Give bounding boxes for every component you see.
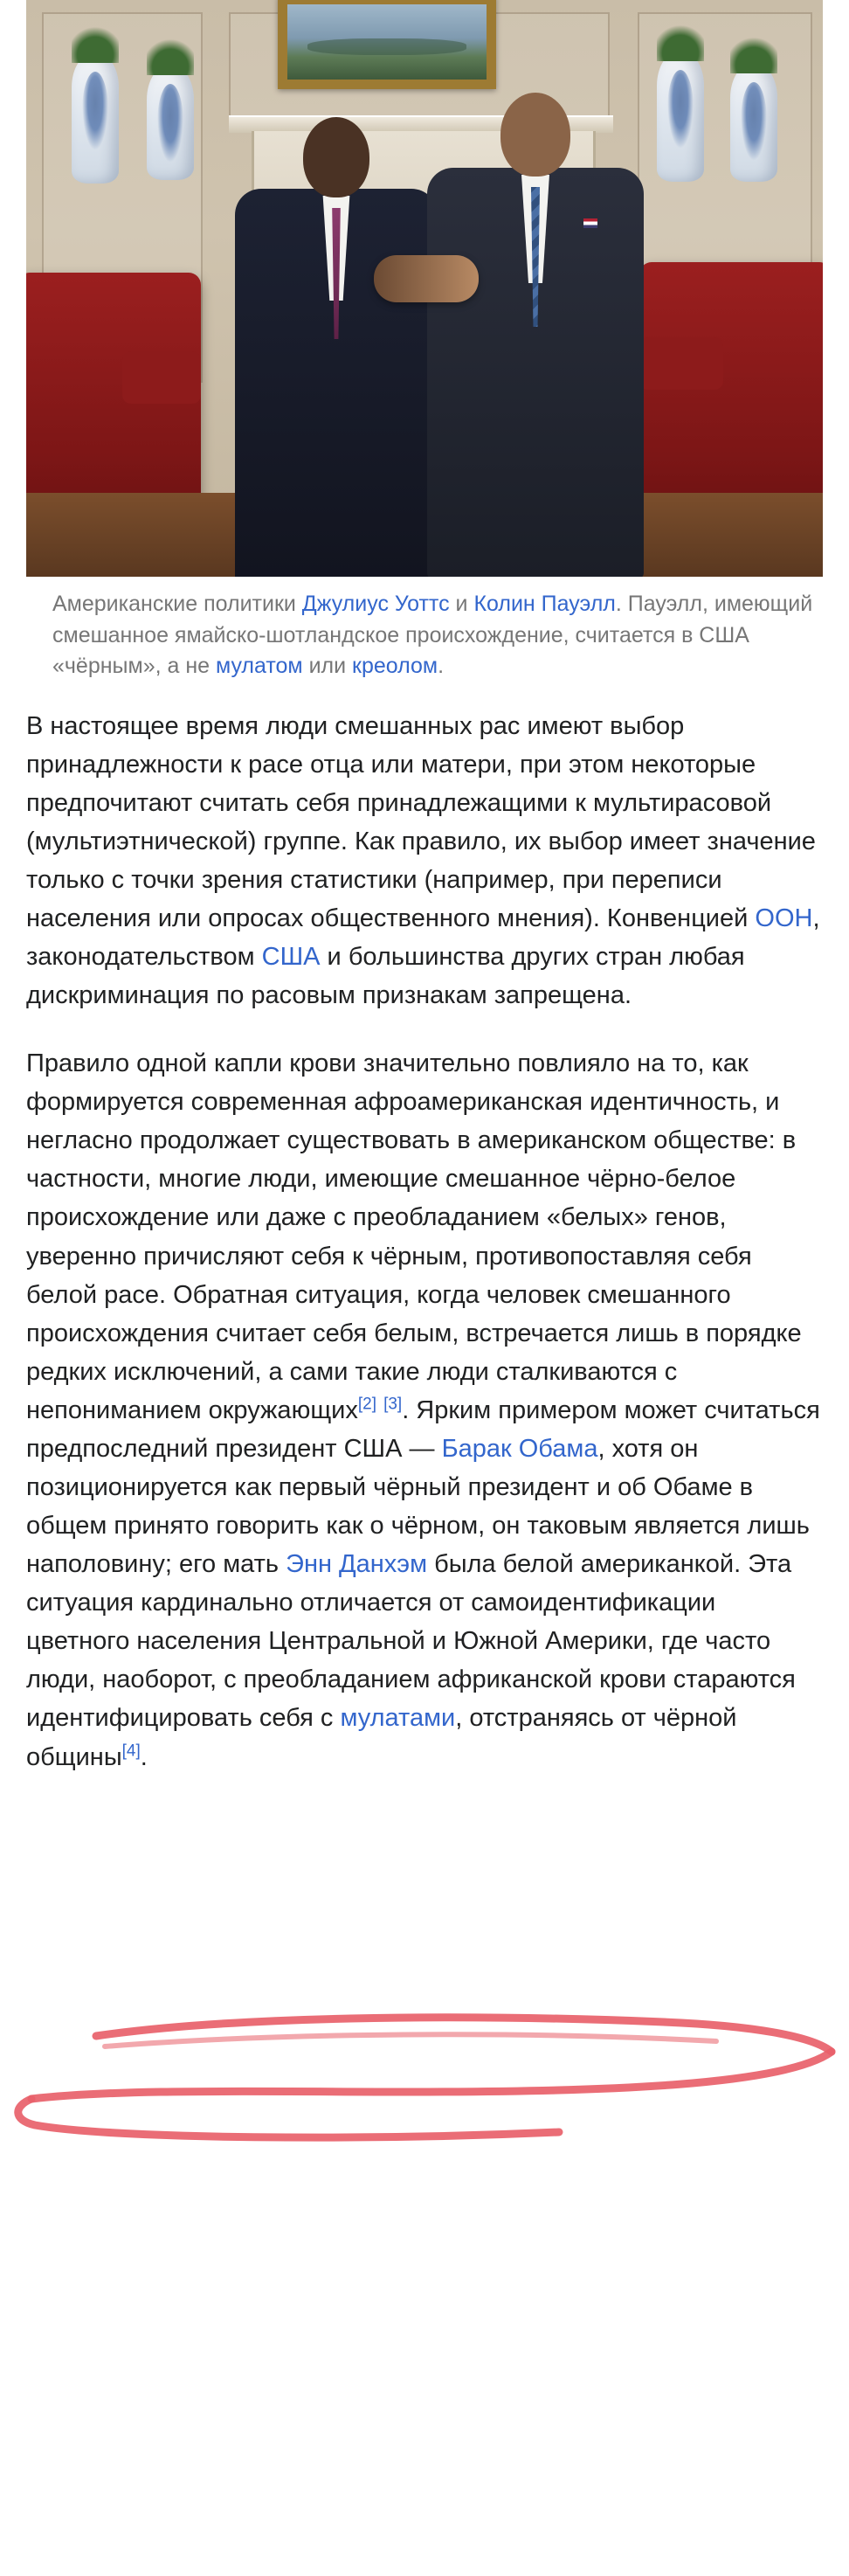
- text-run: . Пауэлл, имеющий смешанное ямайско-шотландское происхождение, считается в США «чёрным», а не: [52, 592, 813, 678]
- text-run: или: [302, 654, 353, 678]
- body-link-7[interactable]: Энн Данхэм: [286, 1550, 428, 1579]
- plant: [72, 23, 119, 63]
- text-run: Американские политики: [52, 592, 302, 616]
- text-run: , отстраняясь от чёрной общины: [26, 1704, 737, 1771]
- plant: [730, 33, 777, 73]
- caption-link-5[interactable]: мулатом: [216, 654, 303, 678]
- body-link-1[interactable]: ООН: [755, 904, 813, 932]
- text-run: , хотя он позиционируется как первый чёрный президент и об Обаме в общем принято говорить как о чёрном, он таковым является лишь наполовину; его мать: [26, 1434, 810, 1579]
- figure-caption: [26, 577, 849, 682]
- porcelain-vase: [147, 65, 194, 180]
- framed-painting: [278, 0, 496, 89]
- head: [303, 117, 369, 197]
- paragraph-1: [26, 707, 823, 1015]
- porcelain-vase: [730, 63, 777, 182]
- photo-two-politicians-handshake: [26, 0, 823, 577]
- plant: [657, 21, 704, 61]
- handshake: [374, 255, 479, 302]
- porcelain-vase: [657, 51, 704, 182]
- red-marker-underline: [0, 2001, 849, 2176]
- text-run: и большинства других стран любая дискриминация по расовым признакам запрещена.: [26, 942, 745, 1010]
- flag-pin-icon: [583, 218, 597, 228]
- text-run: В настоящее время люди смешанных рас имеют выбор принадлежности к расе отца или матери, при этом некоторые предпочитают считать себя принадлежащими к мультирасовой (мультиэтнической) группе. Как правило, их выбор имеет значение только с точки зрения статистики (например, при переписи населения или опросах общественного мнения). Конвенцией: [26, 711, 816, 932]
- caption-text: [52, 592, 812, 678]
- text-run: и: [449, 592, 474, 616]
- reference-link[interactable]: [4]: [121, 1741, 141, 1760]
- reference-link[interactable]: [3]: [383, 1395, 403, 1414]
- head: [500, 93, 570, 177]
- armrest: [122, 351, 201, 404]
- person-julius-watts: [229, 105, 444, 577]
- text-run: . Ярким примером может считаться предпоследний президент США —: [26, 1395, 820, 1463]
- text-run: Правило одной капли крови значительно повлияло на то, как формируется современная афроамериканская идентичность, и негласно продолжает существовать в американском обществе: в частности, многие люди, имеющие смешанное чёрно-белое происхождение или даже с преобладанием «белых» генов, уверенно причисляют себя к чёрным, противопоставляя себя белой расе. Обратная ситуация, когда человек смешанного происхождения считает себя белым, встречается лишь в порядке редких исключений, а сами такие люди сталкиваются с непониманием окружающих: [26, 1049, 802, 1424]
- text-run: .: [438, 654, 445, 678]
- paragraph-2: [26, 1044, 823, 1776]
- armrest: [639, 337, 723, 390]
- article-figure: [0, 0, 849, 682]
- plant: [147, 35, 194, 75]
- person-colin-powell: [421, 87, 650, 577]
- article-body: [0, 682, 849, 1841]
- text-run: , законодательством: [26, 904, 820, 971]
- porcelain-vase: [72, 52, 119, 184]
- body-link-9[interactable]: мулатами: [340, 1704, 456, 1733]
- reference-link[interactable]: [2]: [357, 1395, 376, 1414]
- caption-link-7[interactable]: креолом: [352, 654, 438, 678]
- body-link-3[interactable]: США: [261, 942, 321, 971]
- caption-link-3[interactable]: Колин Пауэлл: [473, 592, 616, 616]
- text-run: [376, 1396, 383, 1424]
- body-link-5[interactable]: Барак Обама: [441, 1434, 598, 1463]
- text-run: .: [140, 1742, 148, 1771]
- text-run: была белой американкой. Эта ситуация кардинально отличается от самоидентификации цветного населения Центральной и Южной Америки, где часто люди, наоборот, с преобладанием африканской крови стараются идентифицировать себя с: [26, 1550, 796, 1733]
- caption-link-1[interactable]: Джулиус Уоттс: [301, 592, 450, 616]
